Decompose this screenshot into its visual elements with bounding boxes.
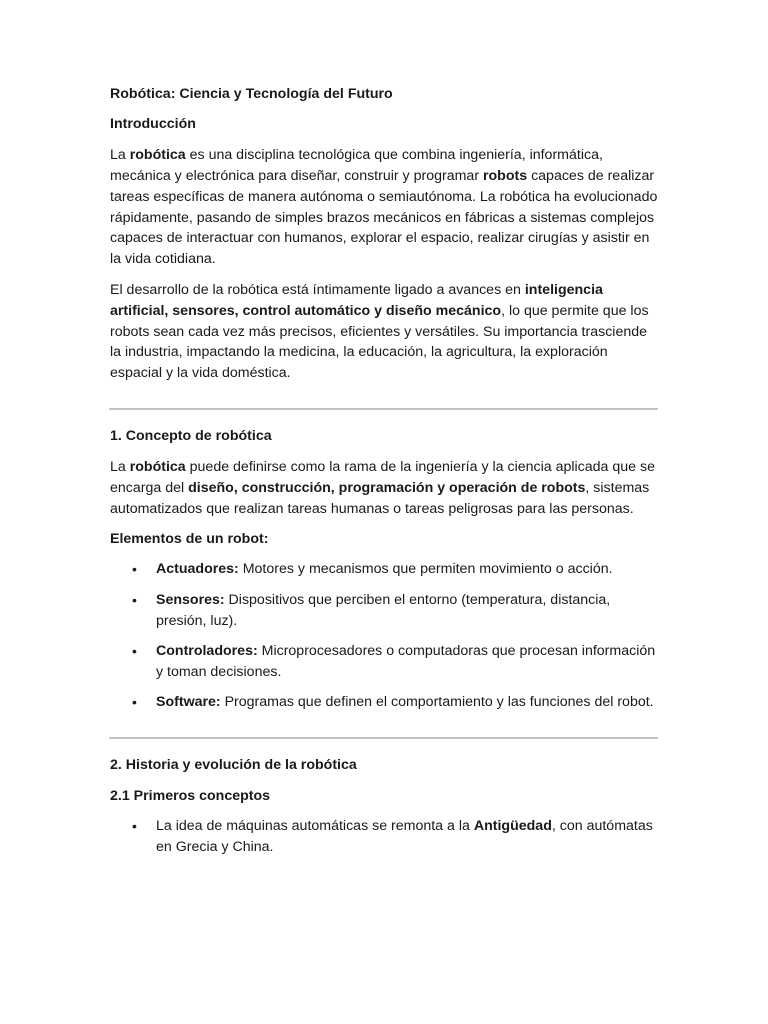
intro-paragraph-2 [110,280,660,385]
text-run: , sistemas automatizados que realizan tareas humanas o tareas peligrosas para las personas. [110,479,650,517]
section-divider [109,408,658,410]
text-run: puede definirse como la rama de la ingeniería y la ciencia aplicada que se encarga del [110,458,655,496]
list-item [156,816,660,858]
bold-term: robótica [129,458,186,475]
robot-elements-list [110,559,660,713]
section-1-heading: 1. Concepto de robótica [110,428,272,445]
text-run: La [110,146,130,163]
list-item-desc: Dispositivos que perciben el entorno (temperatura, distancia, presión, luz). [156,591,611,629]
bold-term: robótica [129,146,186,163]
intro-paragraph-1 [110,145,660,270]
bold-term: Antigüedad [473,818,552,835]
bold-term: robots [482,167,528,184]
text-run: es una disciplina tecnológica que combina ingeniería, informática, mecánica y electrónica para diseñar, construir y programar [110,146,603,184]
text-run: , lo que permite que los robots sean cada vez más precisos, eficientes y versátiles. Su importancia trasciende la industria, impactando la medicina, la educación, la agricultura, la exploración espacial y la vida doméstica. [110,302,649,382]
list-item [156,641,660,683]
list-item [156,559,660,580]
text-run: El desarrollo de la robótica está íntimamente ligado a avances en [110,281,525,298]
list-item-desc: Programas que definen el comportamiento y las funciones del robot. [220,694,654,711]
text-run: , con autómatas en Grecia y China. [156,818,653,855]
document-title: Robótica: Ciencia y Tecnología del Futuro [110,86,393,102]
list-item-term: Sensores: [156,591,225,608]
section-1-paragraph [110,457,660,520]
subsection-2-1-heading: 2.1 Primeros conceptos [110,787,271,804]
intro-heading: Introducción [110,116,196,133]
early-concepts-list [110,816,660,858]
text-run: capaces de realizar tareas específicas de manera autónoma o semiautónoma. La robótica ha evolucionado rápidamente, pasando de simples brazos mecánicos en fábricas a sistemas complejos capaces de interactuar con humanos, explorar el espacio, realizar cirugías y asistir en la vida cotidiana. [110,167,658,268]
text-run: La [110,458,130,475]
list-item-desc: Microprocesadores o computadoras que procesan información y toman decisiones. [156,643,656,680]
text-run: La idea de máquinas automáticas se remonta a la [156,818,474,835]
list-item [156,590,660,632]
bold-term: inteligencia artificial, sensores, control automático y diseño mecánico [110,281,603,319]
list-item-term: Software: [156,694,221,711]
list-item [156,692,660,713]
bold-term: diseño, construcción, programación y operación de robots [188,479,586,496]
list-item-term: Actuadores: [156,561,239,578]
section-2-heading: 2. Historia y evolución de la robótica [110,757,357,774]
list-item-term: Controladores: [156,643,258,660]
elements-heading: Elementos de un robot: [110,530,269,547]
list-item-desc: Motores y mecanismos que permiten movimiento o acción. [238,561,613,578]
section-divider [109,737,658,739]
